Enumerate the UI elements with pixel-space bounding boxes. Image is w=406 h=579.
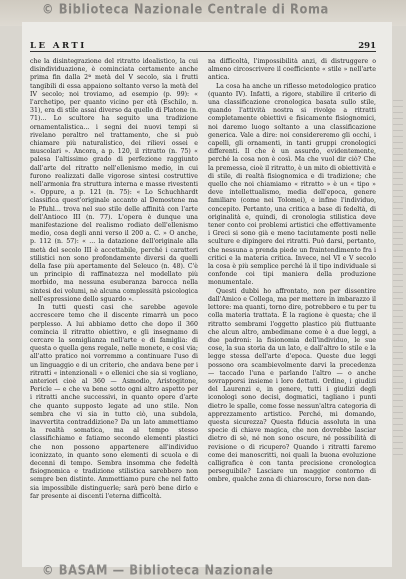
page-number: 291: [358, 41, 376, 51]
watermark-top: © Biblioteca Nazionale Centrale di Roma: [42, 0, 329, 18]
text-columns: [30, 58, 376, 548]
paragraph: Questi dubbi ho affrontato, non per dissentire dall'Amico e Collega, ma per mettere in imbarazzo il lettore: ma quanti, torno dire, potrebbero e tu per tu colla materia trattata. È la ragione è questa; che il ritratto sembrami l'oggetto plastico più fluttuante che alcun altro, ambedimane come è a due leggi, a due padroni: la fisionomia dell'individuo, le sue cose, la sua storia da un lato, e dall'altro lo stile e la legge stessa dell'arte d'epoca. Queste due leggi possono ora scambievolmente darvi la precedenza — taccado l'una e parlando l'altro — o anche sovrapporsi insieme i loro dettati. Ordine, i giudizi del Laurenzi e, in genere, tutti i giudizi degli iconologi sono decisi, dogmatici, tagliano i punti dietro le spalle, come fosse nessun'altra categoria di apprezzamento artistico. Perché, mi domando, questa sicurezza? Questa fiducia assoluta in una specie di chiave magica, che non dovrebbe lasciar dietro di sè, né non sono oscure, né possibilità di revisione o di ricupero? Quando i ritratti faremo come dei manoscritti, noi quali la buona evoluzione calligrafica è con tanta precisione cronologica perseguibile? Lasciare un maggior contorno di ombre, qualche zona di chiaroscuro, forse non dan-: [208, 287, 376, 484]
paragraph: che la disintegrazione del ritratto idealistico, la cui disindividuazione, è cominciata certamente anche prima fin dalla 2ª metà del V secolo, sia i frutti tangibili di essa appaiono soltanto verso la metà del IV secolo; noi troviamo, ad esempio (p. 99): « l'archetipo, per quanto vicino per età (Eschilo, n. 31), era di stile assai diverso da quello di Platone (n. 71)... Lo scultore ha seguito una tradizione ornamentalistica... i segni dei nuovi tempi si rivelano peraltro nel trattamento, che si può chiamare più naturalistico, dei rilievi ossei e muscolari ». Ancora, a p. 120, il ritratto (n. 75) « palesa l'altissimo grado di perfezione raggiunto dall'arte del ritratto nell'ellenismo medio, in cui furono realizzati dalle vigorose sintesi costruttive nell'armonia fra struttura interna e masse rivestenti ». Oppure, a p. 121 (n. 75): « Lo Schuchhardt classifica quest'originale accanto al Demostene ma le Pfuhl... trova nel suo stile delle affinità con l'arte dell'Antioco III (n. 77). L'opera è dunque una manifestazione del realismo rodiato dell'ellenismo medio, cosa degli anni verso il 200 a. C. » O anche, p. 112 (n. 57): « ... la datazione dell'originale alla metà del secolo III è accettabile, perché i caratteri stilistici non sono profondamente diversi da quelli della fase più apertamente del Seleuco (n. 48). C'è un principio di raffinatezza nel modellato più morbido, ma nessuna esuberanza barocca nella sintesi dei volumi, nè alcuna complessità psicologica nell'espressione dello sguardo ».: [30, 58, 198, 303]
running-title: LE ARTI: [30, 41, 87, 51]
scan-margin-artifact: [393, 100, 403, 460]
paragraph: La cosa ha anche un riflesso metodologico pratico (quanto IV). Infatti, a rigore, stabilire il criterio di una classificazione cronologica basata sullo stile, quando l'attività nostra si rivolge a ritratti completamente obiettivi e fisicamente fisiognomici, noi daremo luogo soltanto a una classificazione generica. Vale a dire: noi considereremo gli occhi, i capelli, gli ornamenti, in tanti gruppi cronologici differenti. Il che è un assurdo, evidentemente, perché la cosa non è così. Ma che vuol dir ciò? Che la premessa, cioè il ritratto, è un mito di obiettività e di stile, di realtà fisiognomica e di tradizione; che quello che noi chiamiamo « ritratto » è un « tipo » deve intellettualismo, media dell'epoca, genere familiare (come nei Tolomei), e infine l'individuo, concepito. Pertanto, una critica a base di fedeltà, di originalità e, quindi, di cronologia stilistica deve tener conto coi problemi artistici che effettivamente i Greci si sono già e meno taciutamente posti nelle sculture e dipingere dei ritratti. Può darsi, pertanto, che nessuna a prenda piede un fraintendimento fra i critici e la materia critica. Invece, nel VI e V secolo la cosa è più semplice perché là il tipo individuale si confonde coi tipi maniera della produzione monumentale.: [208, 82, 376, 287]
watermark-bottom: © BASAM — Biblioteca Nazionale: [42, 561, 274, 579]
paragraph: na difficoltà, l'impossibilità anzi, di distruggere o almeno circoscrivere il coefficiente « stile » nell'arte antica.: [208, 58, 376, 82]
left-column: [30, 58, 198, 548]
paragraph: In tutti questi casi che sarebbe agevole accrescere temo che il discente rimarrà un poco perplesso. A lui abbiamo detto che dopo il 360 comincia il ritratto obiettivo, e gli insegnamo di cercare la somiglianza nell'arte e di famiglia: di questa o quella gens regale, nelle monete, e così via; all'atto pratico noi vorremmo a continuare l'uso di un linguaggio e di un criterio, che andava bene per i ritratti « intenzionali » o ellenici che sia si vogliano, anteriori cioè al 360 — Asmodio, Aristogitone, Pericle — e che va bene sotto ogni altro aspetto per i ritratti anche successivi, in quanto opere d'arte che quanto supposto legate ad uno stile. Non sembra che vi sia in tutto ciò, una subdola, inavvertita contraddizione? Da un lato ammettiamo la realtà somatica, ma al tempo stesso classifichiamo e fatiamo secondo elementi plastici che non possono appartenere all'individuo iconizzato, in quanto sono elementi di scuola e di decenni di tempo. Sembra insomma che fedeltà fisiognomica e tradizione stilistica sarebbero non sempre ben distinte. Ammettiamo pure che nel fatto sia impossibile distinguerle; sarà però bene dirlo e far presente ai discenti l'eterna difficoltà.: [30, 304, 198, 500]
right-column: [208, 58, 376, 548]
running-header: [30, 37, 376, 52]
